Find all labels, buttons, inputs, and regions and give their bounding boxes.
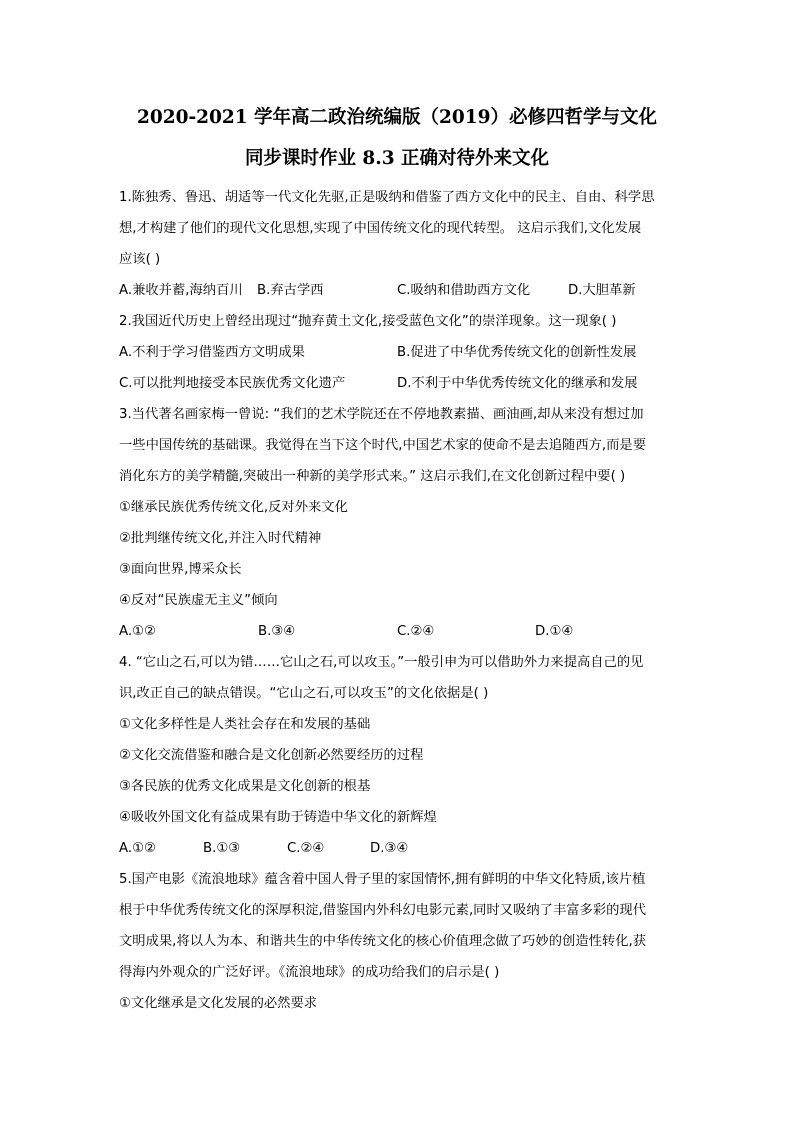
answer-options <box>119 616 679 647</box>
option-c: C.吸纳和借助西方文化 <box>397 283 531 298</box>
question-4 <box>119 647 679 864</box>
option-d: D.不利于中华优秀传统文化的继承和发展 <box>397 376 638 391</box>
question-text-line: 想,才构建了他们的现代文化思想,实现了中国传统文化的现代转型。 这启示我们,文化发展 <box>119 221 642 236</box>
question-text-line: 4. “它山之石,可以为错……它山之石,可以攻玉。”一般引申为可以借助外力来提高自己的见 <box>119 655 644 670</box>
answer-options <box>119 833 679 864</box>
statement-item: ④反对“民族虚无主义”倾向 <box>119 593 278 608</box>
option-a: A.①② <box>119 624 156 639</box>
option-a: A.不利于学习借鉴西方文明成果 <box>119 345 305 360</box>
question-text-line: 1.陈独秀、鲁迅、胡适等一代文化先驱,正是吸纳和借鉴了西方文化中的民主、自由、科学思 <box>119 190 655 205</box>
option-a: A.兼收并蓄,海纳百川 <box>119 283 243 298</box>
answer-options <box>119 368 679 399</box>
document-title-line-1: 2020-2021 学年高二政治统编版（2019）必修四哲学与文化 <box>136 107 658 128</box>
statement-item: ④吸收外国文化有益成果有助于铸造中华文化的新辉煌 <box>119 810 437 825</box>
document-title-line-2: 同步课时作业 8.3 正确对待外来文化 <box>244 148 550 169</box>
option-b: B.③④ <box>258 624 296 639</box>
question-3 <box>119 399 679 647</box>
question-2 <box>119 306 679 399</box>
question-1 <box>119 182 679 306</box>
answer-options <box>119 275 679 306</box>
option-b: B.促进了中华优秀传统文化的创新性发展 <box>397 345 637 360</box>
question-text-line: 一些中国传统的基础课。我觉得在当下这个时代,中国艺术家的使命不是去追随西方,而是要 <box>119 438 647 453</box>
statement-item: ①文化多样性是人类社会存在和发展的基础 <box>119 717 371 732</box>
question-text-line: 根于中华优秀传统文化的深厚积淀,借鉴国内外科幻电影元素,同时又吸纳了丰富多彩的现代 <box>119 903 647 918</box>
answer-options <box>119 337 679 368</box>
statement-item: ③面向世界,博采众长 <box>119 562 242 577</box>
statement-item: ①继承民族优秀传统文化,反对外来文化 <box>119 500 348 515</box>
question-text-line: 消化东方的美学精髓,突破出一种新的美学形式来。” 这启示我们,在文化创新过程中要( ) <box>119 469 626 484</box>
question-text-line: 5.国产电影《流浪地球》蕴含着中国人骨子里的家国情怀,拥有鲜明的中华文化特质,该片植 <box>119 872 646 887</box>
questions-body <box>119 182 679 1019</box>
question-text-line: 2.我国近代历史上曾经出现过“抛弃黄土文化,接受蓝色文化”的崇洋现象。这一现象( ) <box>119 314 617 329</box>
option-c: C.②④ <box>287 841 325 856</box>
statement-item: ②批判继传统文化,并注入时代精神 <box>119 531 322 546</box>
option-d: D.①④ <box>535 624 574 639</box>
question-text-line: 识,改正自己的缺点错误。“它山之石,可以攻玉”的文化依据是( ) <box>119 686 489 701</box>
question-text-line: 文明成果,将以人为本、和谐共生的中华传统文化的核心价值理念做了巧妙的创造性转化,获 <box>119 934 647 949</box>
question-text-line: 得海内外观众的广泛好评。《流浪地球》的成功给我们的启示是( ) <box>119 965 500 980</box>
statement-item: ③各民族的优秀文化成果是文化创新的根基 <box>119 779 371 794</box>
option-c: C.②④ <box>397 624 435 639</box>
option-d: D.大胆革新 <box>568 283 636 298</box>
option-d: D.③④ <box>370 841 409 856</box>
option-a: A.①② <box>119 841 156 856</box>
statement-item: ①文化继承是文化发展的必然要求 <box>119 996 318 1011</box>
option-b: B.①③ <box>203 841 241 856</box>
question-5 <box>119 864 679 1019</box>
option-c: C.可以批判地接受本民族优秀文化遗产 <box>119 376 346 391</box>
statement-item: ②文化交流借鉴和融合是文化创新必然要经历的过程 <box>119 748 424 763</box>
question-text-line: 3.当代著名画家梅一曾说: “我们的艺术学院还在不停地教素描、画油画,却从来没有想过加 <box>119 407 644 422</box>
option-b: B.弃古学西 <box>257 283 324 298</box>
question-text-line: 应该( ) <box>119 252 161 267</box>
